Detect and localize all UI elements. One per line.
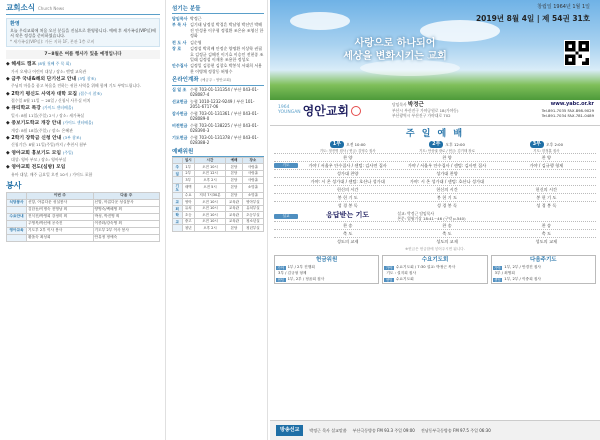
bottom-tabs (274, 255, 596, 284)
worship-row (274, 185, 596, 193)
logo-ring-icon (351, 106, 361, 116)
account-number: 수협 703-01-131361 / 부산 043-01-028089-0 (190, 110, 259, 122)
church-news-header (6, 3, 160, 15)
serve-next-week: 이종화/강숙영 외 (93, 220, 159, 227)
account-row (172, 135, 264, 146)
news-item-tag: (3부 참조) (63, 134, 82, 140)
service-time-row (397, 141, 496, 148)
worship-row (274, 177, 596, 185)
worship-cell: 가야 / 김규행 형제 (529, 162, 564, 168)
schedule-cell: 새벽 (182, 183, 194, 192)
online-account-title (172, 77, 264, 85)
staff-role: 장 로 (172, 46, 182, 52)
service-label: 1부 (330, 141, 344, 148)
news-item-detail: 유아 대상, 매주 금요일 오전 10시 / 가이드 포함 (11, 171, 93, 177)
welcome-text: 오늘 우리교회에 처음 오신 분들을 진심으로 환영합니다. 예배 후 새가족실(VIP실)에서 작은 정성을 준비하였습니다. (10, 27, 156, 39)
schedule-cell: 교육관 (226, 212, 243, 219)
schedule-cell: 중고 (182, 218, 194, 225)
schedule-group: 일 (173, 170, 183, 177)
news-item-detail: 개강: 8월 18일(주일) / 장소: 은혜관 (11, 127, 73, 133)
schedule-cell: 오전 10시 (194, 164, 225, 171)
worship-section (270, 126, 600, 440)
worship-row (274, 153, 596, 161)
schedule-cell: 사랑홀 (242, 177, 263, 184)
worship-cell: 헌신의 시간 (336, 186, 359, 192)
worship-cell: 성 경 봉 독 (536, 202, 557, 208)
account-row (172, 111, 264, 122)
serve-row (7, 206, 160, 213)
news-item-head: ◆ 2학기 평신도 사역자 대학 모집 (접수시 참조) (6, 90, 102, 97)
worship-row (274, 161, 596, 169)
news-item-head: ◆ 금주 국내&해외 단기선교 안내 (3팀 참조) (6, 75, 96, 82)
offer-note: ※헌금은 헌금함에 넣어주시면 됩니다. (405, 247, 465, 252)
news-item-tag: (3팀 참조) (77, 75, 96, 81)
serve-label (7, 220, 27, 227)
worship-cell: 성가대 찬양 (336, 170, 359, 176)
bottom-tab (274, 255, 379, 284)
schedule-cell: 2부 (182, 170, 194, 177)
serve-label: 식당봉사 (7, 199, 27, 206)
serve-label: 영아교육 (7, 227, 27, 234)
church-news-title: 교회소식 (6, 3, 35, 12)
worship-row (274, 221, 596, 229)
schedule-cell: 본당 (226, 183, 243, 192)
bottom-tab-row (493, 271, 594, 276)
staff-role: 안수집사 (172, 63, 188, 69)
schedule-group: 주 (173, 164, 183, 171)
service-label: 3부 (530, 141, 544, 148)
sermon-row (274, 211, 596, 221)
schedule-cell: 청소년실 (242, 218, 263, 225)
serve-row (7, 220, 160, 227)
service-time: 오후 2:00 (545, 141, 564, 147)
worship-cell: 헌신의 시간 (436, 186, 458, 192)
schedule-cell: 오전 10시 (194, 199, 225, 206)
schedule-cell: 3부 (182, 177, 194, 184)
staff-column (168, 0, 268, 440)
schedule-title: 예배위원 (172, 149, 264, 157)
bottom-tab-row (276, 271, 377, 276)
worship-cell: 봉 헌 기 도 (536, 194, 557, 200)
news-item-detail: 주님의 마음을 품고 복음을 전하는 귀한 사역을 위해 함께 기도 부탁드립니다. (11, 83, 142, 89)
news-item-head: ◆ 헤세드 캠프 (8월 첫째 주 목 회) (6, 61, 71, 68)
news-list (6, 61, 160, 177)
account-type: 선교헌금 (172, 98, 188, 104)
schedule-cell: 저녁 7시30분 (194, 192, 225, 199)
church-news-subtitle: Church News (37, 6, 65, 11)
account-type: 기도헌금 (172, 134, 188, 140)
serve-table (6, 192, 160, 242)
news-item (6, 61, 160, 74)
worship-row (274, 237, 596, 245)
bottom-tab-row (276, 277, 377, 282)
bottom-tab-title: 헌금위원 (316, 257, 338, 264)
schedule-cell: 본당 (226, 192, 243, 199)
worship-cell: 찬 송 (342, 222, 353, 228)
schedule-cell: 영아부실 (242, 199, 263, 206)
pastor-label: 담임목사 (392, 102, 407, 107)
news-item-detail: 대상: 영아 부모 / 장소: 영아부실 (11, 156, 67, 162)
account-list (172, 87, 264, 146)
news-item (6, 120, 160, 133)
worship-cell: 축 도 (342, 230, 353, 236)
schedule-cell: 청년부실 (242, 225, 263, 232)
issue-date: 2019년 8월 4일 | 제 54권 31호 (475, 14, 590, 23)
schedule-cell: 오전 10시 (194, 205, 225, 212)
worship-cell: 헌신의 시간 (535, 186, 558, 192)
worship-row-label: 기도 (274, 163, 298, 169)
schedule-header: 예배 (226, 157, 243, 164)
contact-info (542, 101, 594, 118)
broadcast-busan: 부산극동방송 FM 93.3 주일 09:00 (352, 427, 415, 433)
staff-names: 김순영 (190, 39, 202, 45)
bottom-tab-text: 1부, 2부 / 안경진 집사 (504, 265, 541, 270)
staff-row (172, 63, 264, 74)
service-time-row (497, 141, 596, 148)
worship-cell: 성가대 찬양 (436, 170, 458, 176)
news-item-head: ◆ 중보기도학교 개강 안내 (가이드 센터배울) (6, 120, 94, 127)
news-item-head: ◆ 큐티학교 특강 (가이드 센터배울) (6, 105, 74, 112)
serve-header: 이번 주 (27, 192, 94, 199)
schedule-cell: 본당 (226, 225, 243, 232)
worship-row (274, 229, 596, 237)
sermon-info (397, 211, 596, 221)
news-item-head: ◆ 2학기 장학금 신청 안내 (3부 참조) (6, 134, 82, 141)
bottom-tab-label: 센텀 (494, 277, 501, 282)
bottom-tab-row (276, 265, 377, 270)
founded-date: 창립일 1964년 1월 1일 (537, 4, 590, 10)
staff-role: 전 도 사 (172, 39, 187, 45)
schedule-row (173, 225, 264, 232)
service-label: 2부 (429, 141, 443, 148)
service-header (497, 140, 596, 153)
schedule-cell: 본당 (226, 177, 243, 184)
logo-mark (278, 106, 301, 116)
worship-cell: 찬 양 (541, 154, 552, 160)
bottom-tab-label: 가야 (385, 265, 393, 270)
serve-this-week: 김한동/이명숙 전영남 외 (27, 206, 94, 213)
schedule-cell: 사랑홀 (242, 170, 263, 177)
news-item-tag: (8월 첫째 주 목 회) (37, 61, 71, 67)
logo-eng: YOUNGAN (278, 110, 301, 116)
schedule-cell: 수요 (182, 192, 194, 199)
welcome-note: * 새가족실(VIP실): 가든 지하 1F, 본관 1층 로비 (10, 38, 95, 44)
worship-column (270, 0, 600, 440)
sermon-title: 응답받는 기도 (326, 211, 370, 220)
worship-row (274, 201, 596, 209)
schedule-cell: 오후 2시 (194, 225, 225, 232)
news-item-tag: (가이드 센터배울) (62, 120, 94, 126)
website-link[interactable]: www.yabc.or.kr (550, 101, 594, 107)
logo-year: 1964 (278, 105, 290, 111)
worship-cell: 찬 양 (442, 154, 452, 160)
serve-row (7, 213, 160, 220)
church-logo (278, 103, 361, 119)
news-item-title: 영아교회 홍보기도 모임 (11, 150, 62, 156)
service-header (397, 140, 496, 153)
slogan-line-2: 세상을 변화시키는 교회 (343, 50, 447, 62)
bottom-tab-row (384, 271, 485, 276)
worship-cell: 봉 헌 기 도 (337, 194, 358, 200)
schedule-group: 교 (173, 218, 183, 225)
worship-cell: 성 경 봉 독 (436, 202, 458, 208)
tel-1: Tel.891-7035 FAX.898-9029 (541, 107, 594, 113)
service-note: 기도: 안상권 장로 / 헌금: 김기태 장로 (419, 148, 475, 153)
broadcast-tag: 방송선교 (276, 425, 303, 436)
news-item-detail: 접수일 8월 11일 ~ 28일 / 신청서 사무실 비치 (11, 98, 91, 104)
welcome-title: 환영 (10, 21, 20, 28)
serve-row (7, 227, 160, 234)
staff-list (172, 16, 264, 75)
account-type: 감사헌금 (172, 110, 188, 116)
worship-cell: 찬 양 (342, 154, 353, 160)
schedule-cell: 오전 12시 (194, 170, 225, 177)
online-account-owner: (예금주 : 영안교회) (200, 78, 232, 83)
bottom-tab-text: 기도 : 설지희 집사 (386, 271, 417, 276)
worship-cell: 성도의 교제 (436, 238, 458, 244)
news-item (6, 164, 160, 177)
schedule-header: 장소 (242, 157, 263, 164)
schedule-cell: 초등 (182, 212, 194, 219)
bottom-tab-title: 다음주기도 (530, 257, 557, 264)
news-item (6, 150, 160, 163)
news-item (6, 76, 160, 89)
account-type: 십 일 조 (172, 86, 187, 92)
bottom-tab-text: 1부 / 2부 진행희 (287, 265, 315, 270)
account-number: 수협 703-01-138225 / 부산 043-01-028390-3 (190, 122, 259, 134)
schedule-cell: 오후 2시 (194, 177, 225, 184)
serve-label (7, 206, 27, 213)
account-type: 비전헌금 (172, 122, 188, 128)
serve-header: 다음 주 (93, 192, 159, 199)
schedule-group: 교 (173, 199, 183, 206)
staff-title: 섬기는 분들 (172, 6, 264, 14)
schedule-group: 학 (173, 212, 183, 219)
schedule-cell: 교육관 (226, 205, 243, 212)
schedule-cell: 1부 (182, 164, 194, 171)
welcome-box (6, 18, 160, 47)
serve-next-week: 신앙, 아름다운 성실봉사 (93, 199, 159, 206)
worship-cell: 봉 헌 기 도 (436, 194, 458, 200)
slogan (320, 38, 470, 63)
account-number: 수협 703-01-131378 / 부산 043-01-028388-2 (190, 134, 259, 146)
service-note: 기도: 한정훈 집사 (533, 148, 560, 153)
serve-next-week: 박성, 박진영 외 (93, 213, 159, 220)
news-item-title: 큐티학교 특강 (11, 106, 41, 112)
news-item-title: 헤세드 캠프 (11, 62, 37, 68)
schedule-cell: 영아 (182, 199, 194, 206)
broadcast-sermon: 박정근 목사 설교말씀 (309, 427, 347, 433)
worship-title: 주 일 예 배 (405, 129, 465, 139)
account-row (172, 87, 264, 98)
account-number: 농협 1010-1232-9249 / 부산 101-2051-6717-06 (190, 98, 255, 110)
schedule-table (172, 157, 264, 232)
slogan-line-1: 사랑으로 하나되어 (354, 38, 436, 49)
news-item-head: ◆ 영아교회 전도(심방) 모임 (6, 165, 66, 171)
bottom-tab-label: 센텀 (385, 277, 393, 282)
news-item (6, 105, 160, 118)
serve-header (7, 192, 27, 199)
news-item-tag: (주일) (62, 149, 74, 155)
service-time: 오후 12:00 (445, 141, 465, 147)
bottom-tab (491, 255, 596, 284)
schedule-cell: 소망홀 (242, 183, 263, 192)
hero-banner (270, 0, 600, 100)
church-info-bar (270, 100, 600, 126)
worship-cell: 가야: 시 온 성가대 / 센텀: 호산나 성가대 (409, 178, 485, 184)
schedule-cell: 초등부실 (242, 212, 263, 219)
worship-cell: 성도의 교제 (336, 238, 359, 244)
worship-cell: 찬 송 (442, 222, 452, 228)
church-news-column (0, 0, 166, 440)
worship-row (274, 193, 596, 201)
serve-next-week: 기도부 2부 이사 봉사 (93, 227, 159, 234)
schedule-cell: 사랑홀 (242, 164, 263, 171)
sermon-pastor: 설교: 박정근 담임목사 (397, 210, 435, 216)
schedule-cell: 오전 10시 (194, 218, 225, 225)
schedule-cell: 유치 (182, 205, 194, 212)
broadcast-jeonnam: 전남동부극동방송 FM 97.5 주일 06:30 (420, 427, 491, 433)
broadcast-footer (270, 420, 600, 440)
bottom-tab (382, 255, 487, 284)
news-item-title: 금주 국내&해외 단기선교 안내 (11, 76, 77, 82)
schedule-cell: 소망홀 (242, 192, 263, 199)
bottom-tab-label: 가야 (277, 265, 285, 270)
worship-cell: 가야 / 서울우 안수집사 / 센텀: 김사연 집사 (407, 162, 487, 168)
schedule-cell: 유치부실 (242, 205, 263, 212)
bottom-tab-text: 수요기도회 / 7:30 설교: 박정근 목사 (395, 265, 456, 270)
staff-names: 김정섭 박희배 안정순 양명환 이상학 권필호 김정균 김해진 이기효 이승인 전현종 조일래 김정섭 이재홍 조용한 정성오 (190, 46, 264, 62)
bottom-tab-row (493, 265, 594, 270)
bottom-tab-text: 1부, 2부 / 정윤희 집사 (287, 277, 325, 282)
serve-next-week: 양영숙/백혜영 외 (93, 206, 159, 213)
news-item-detail: 가서 오세나 어린이 대상 / 장소: 벧엘 교육관 (11, 68, 87, 74)
bottom-tab-label: 가야 (494, 265, 501, 270)
staff-row (172, 46, 264, 62)
news-item-title: 중보기도학교 개강 안내 (11, 121, 62, 127)
online-account-label: 온라인계좌 (172, 77, 199, 84)
serve-label (7, 234, 27, 241)
worship-cell: 성도의 교제 (535, 238, 558, 244)
bottom-tab-text: 3부 / 김규형 형제 (278, 271, 307, 276)
bottom-tab-row (384, 277, 485, 282)
bottom-tab-text: 1부, 2부 / 이중희 집사 (504, 277, 541, 282)
schedule-header: 일시 (182, 157, 194, 164)
account-row (172, 99, 264, 110)
serve-next-week: 안유정 정애숙 (93, 234, 159, 241)
staff-names: 김기태 남정설 박경흔 박남영 박선민 박해진 안성용 이우형 정철환 조은유 조영신 한정화 (190, 22, 264, 38)
summer-notice: 7~8월은 여름 행사가 있을 예정입니다 (6, 50, 160, 59)
qr-code-icon[interactable] (564, 40, 590, 66)
serve-this-week: 진식진/박영희 강정미 외 (27, 213, 94, 220)
address-1: 부산시 부산진구 가야공원로 18(가야동) (392, 108, 459, 114)
pastor-info (392, 102, 458, 119)
sermon-label: 설교 (274, 214, 298, 219)
schedule-cell: 교육관 (226, 218, 243, 225)
bottom-tab-text: 수요기도회 (395, 277, 414, 282)
logo-name: 영안교회 (302, 104, 350, 118)
news-item-detail: 일시: 8월 11일(주일) 2시 / 장소: 새가족실 (11, 112, 85, 118)
staff-row (172, 40, 264, 45)
serve-label: 수요안내 (7, 213, 27, 220)
worship-cell: 축 도 (442, 230, 452, 236)
news-item (6, 91, 160, 104)
staff-row (172, 22, 264, 38)
news-item-tag: (가이드 센터배울) (42, 105, 74, 111)
schedule-row (173, 183, 264, 192)
serve-row (7, 234, 160, 241)
tel-2: Tel.891-7034 FAX.781-0489 (541, 112, 594, 118)
schedule-cell: 오전 10시 (194, 212, 225, 219)
service-header (298, 140, 397, 153)
news-item (6, 135, 160, 148)
service-note: 기도: 정진명 집사 / 헌금: 김영수 집사 (319, 148, 376, 153)
schedule-header: 시간 (194, 157, 225, 164)
worship-row (274, 169, 596, 177)
serve-this-week: 기도부 2부 이사 봉사 (27, 227, 94, 234)
account-number: 수협 703-01-131354 / 부산 043-01-028087-4 (190, 86, 259, 98)
news-item-detail: 신청기간: 8월 11일(주일)까지 / 추천서 첨부 (11, 142, 87, 148)
schedule-row (173, 192, 264, 199)
worship-cell: 축 도 (541, 230, 552, 236)
sermon-text: 본문: 열왕기상 18:41~46 (구약 p.540) (397, 216, 466, 222)
schedule-group (173, 225, 183, 232)
serve-row (7, 199, 160, 206)
news-item-tag: (접수시 참조) (78, 90, 102, 96)
bottom-tab-text: 3부 / 최영희 (494, 271, 515, 276)
account-row (172, 123, 264, 134)
serve-this-week: 주영목/박신애 공숙진 (27, 220, 94, 227)
news-item-title: 2학기 평신도 사역자 대학 모집 (11, 91, 77, 97)
pastor-name: 박정근 (407, 102, 424, 108)
schedule-cell: 본당 (226, 170, 243, 177)
worship-cell: 찬 송 (541, 222, 552, 228)
worship-cell: 가야 / 서울우 안수집사 / 센텀: 김사연 집사 (308, 162, 387, 168)
serve-this-week: 신앙, 아름다운 성실봉사 (27, 199, 94, 206)
service-time: 오전 10:00 (346, 141, 366, 147)
news-item-title: 2학기 장학금 신청 안내 (11, 135, 62, 141)
staff-row (172, 16, 264, 21)
worship-cell: 가야: 시 온 성가대 / 센텀: 호산나 성가대 (310, 178, 385, 184)
schedule-cell: 본당 (226, 164, 243, 171)
schedule-cell: 오전 5시 (194, 183, 225, 192)
address-2: 부산광역시 부산진구 가야대로 702 (392, 113, 451, 119)
serve-title: 봉사 (6, 180, 22, 190)
bottom-tab-title: 수요기도회 (421, 257, 449, 264)
staff-role: 부 목 사 (172, 22, 187, 28)
schedule-group: 회 (173, 205, 183, 212)
worship-cell: 성 경 봉 독 (337, 202, 358, 208)
bottom-tab-row (384, 265, 485, 270)
staff-names: 박정근 (190, 15, 202, 21)
serve-this-week: 황을숙 최성희 (27, 234, 94, 241)
bottom-tab-label: 센텀 (277, 277, 285, 282)
news-item-head: ◆ 영아교회 홍보기도 모임 (주일) (6, 149, 74, 156)
service-time-row (298, 141, 397, 148)
news-item-title: 영아교회 전도(심방) 모임 (11, 165, 66, 171)
schedule-group: 기도 (173, 183, 183, 192)
staff-names: 김정일 김종현 김창호 박봉석 서대희 서용찬 이병채 정창동 허영수 (190, 63, 263, 74)
service-headers (274, 140, 596, 153)
schedule-cell: 교육관 (226, 199, 243, 206)
staff-role: 담임목사 (172, 15, 188, 21)
schedule-cell: 청년 (182, 225, 194, 232)
bottom-tab-row (493, 277, 594, 282)
